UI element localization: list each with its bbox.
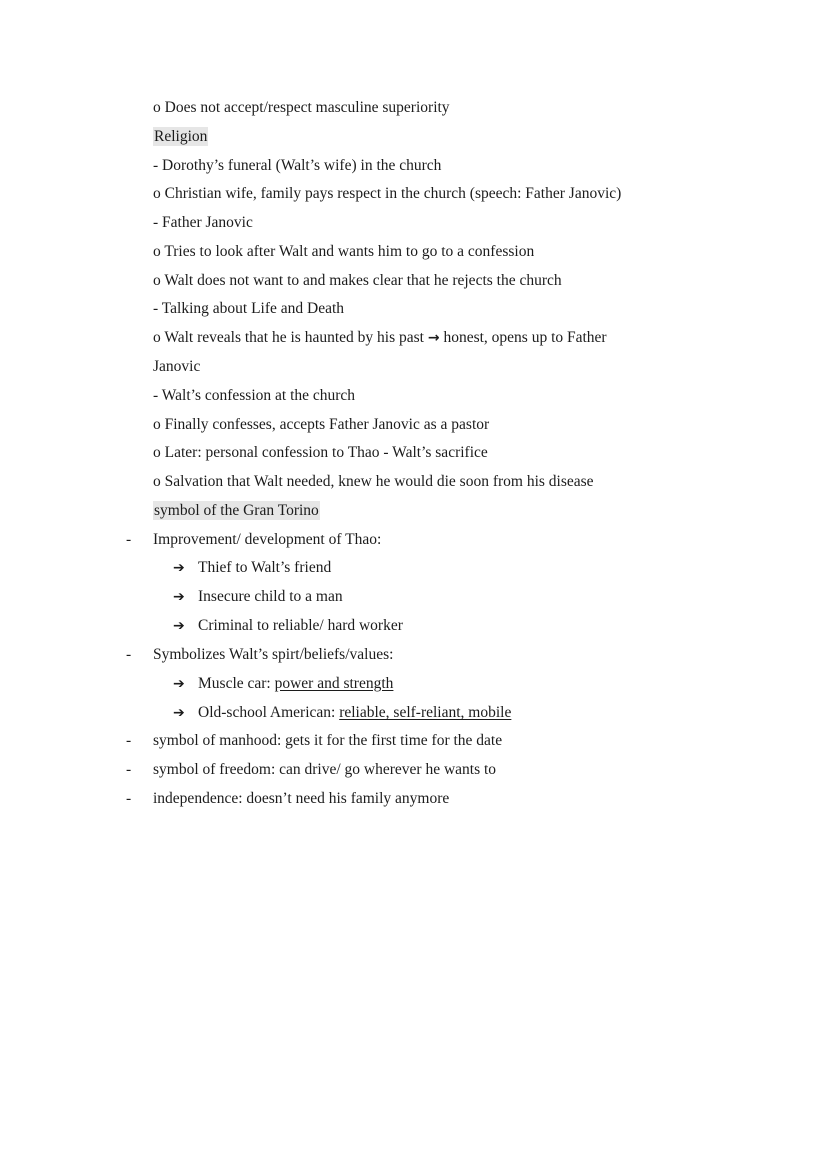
subitem-prefix: Muscle car: — [198, 675, 275, 692]
note-line: o Finally confesses, accepts Father Janovic as a pastor — [153, 416, 490, 433]
highlighted-heading: symbol of the Gran Torino — [154, 502, 319, 519]
bullet-dash: - — [126, 790, 132, 807]
arrow-subitem — [173, 587, 343, 607]
note-line: o Does not accept/respect masculine superiority — [153, 99, 450, 116]
arrow-subitem — [173, 674, 393, 694]
bullet-item: symbol of freedom: can drive/ go wherever he wants to — [153, 761, 497, 778]
arrow-subitem — [173, 558, 331, 578]
note-line: o Salvation that Walt needed, knew he would die soon from his disease — [153, 473, 594, 490]
arrow-subitem — [173, 616, 403, 636]
right-arrow-icon: ➔ — [173, 676, 185, 692]
bullet-dash: - — [126, 732, 132, 749]
note-line: o Walt does not want to and makes clear that he rejects the church — [153, 272, 562, 289]
section-heading-religion — [153, 127, 208, 147]
bullet-dash: - — [126, 761, 132, 778]
note-line: Janovic — [153, 358, 201, 375]
underlined-text: reliable, self-reliant, mobile — [339, 704, 512, 721]
right-arrow-icon: ➔ — [173, 705, 185, 721]
note-line: - Father Janovic — [153, 214, 253, 231]
right-arrow-icon: → — [427, 330, 440, 346]
bullet-item: Improvement/ development of Thao: — [153, 531, 382, 548]
bullet-dash: - — [126, 531, 132, 548]
subitem-text: Criminal to reliable/ hard worker — [198, 617, 403, 634]
right-arrow-icon: ➔ — [173, 560, 185, 576]
note-text: o Walt reveals that he is haunted by his past — [153, 329, 424, 346]
note-line: - Talking about Life and Death — [153, 300, 345, 317]
subitem-text: Thief to Walt’s friend — [198, 559, 332, 576]
bullet-item: symbol of manhood: gets it for the first time for the date — [153, 732, 503, 749]
subitem-text: Insecure child to a man — [198, 588, 343, 605]
note-line: - Dorothy’s funeral (Walt’s wife) in the church — [153, 157, 442, 174]
note-line: o Later: personal confession to Thao - Walt’s sacrifice — [153, 444, 488, 461]
bullet-dash: - — [126, 646, 132, 663]
right-arrow-icon: ➔ — [173, 589, 185, 605]
note-line: o Christian wife, family pays respect in the church (speech: Father Janovic) — [153, 185, 622, 202]
highlighted-heading: Religion — [154, 128, 208, 145]
note-line: - Walt’s confession at the church — [153, 387, 356, 404]
section-heading-gran-torino — [153, 501, 320, 521]
bullet-item: independence: doesn’t need his family anymore — [153, 790, 450, 807]
bullet-item: Symbolizes Walt’s spirt/beliefs/values: — [153, 646, 394, 663]
subitem-prefix: Old-school American: — [198, 704, 340, 721]
note-text: honest, opens up to Father — [443, 329, 607, 346]
right-arrow-icon: ➔ — [173, 618, 185, 634]
note-line — [153, 328, 607, 348]
arrow-subitem — [173, 703, 511, 723]
underlined-text: power and strength — [274, 675, 394, 692]
note-line: o Tries to look after Walt and wants him to go to a confession — [153, 243, 535, 260]
